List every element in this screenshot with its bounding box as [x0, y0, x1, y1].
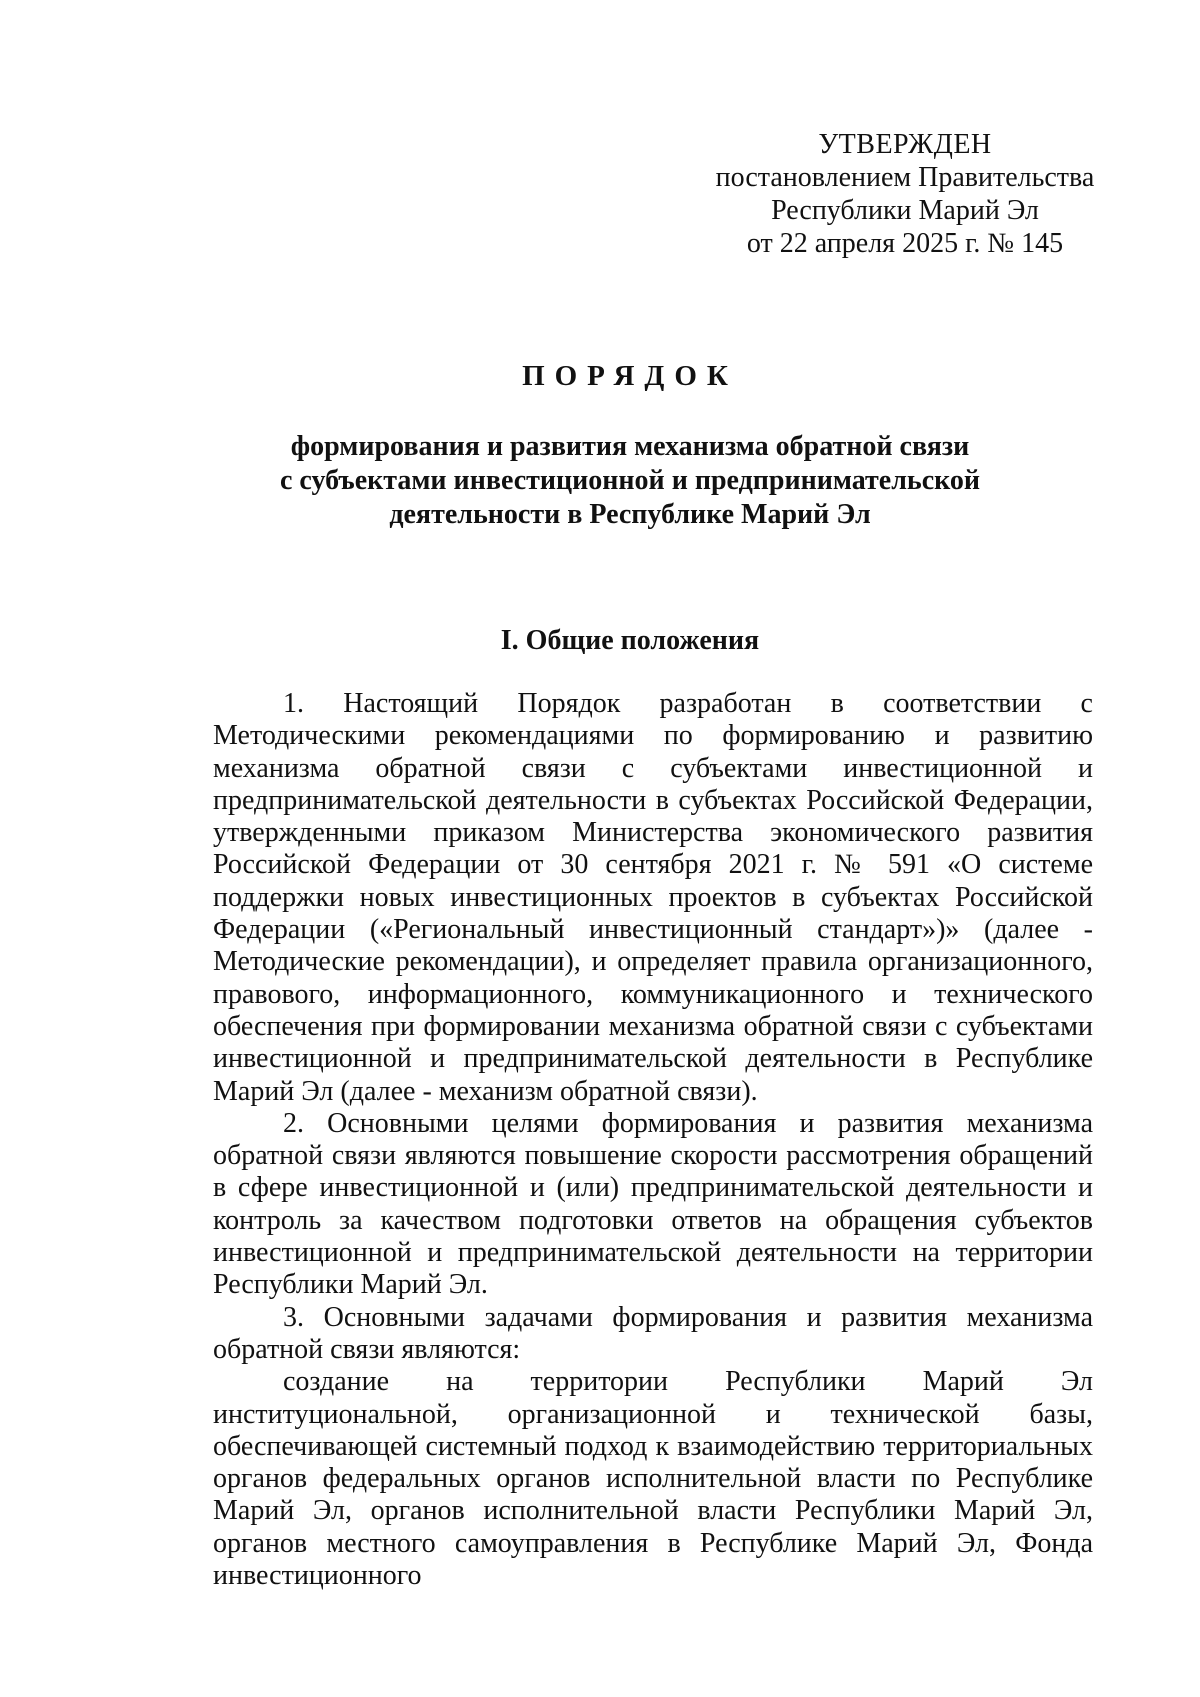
approval-line-1: постановлением Правительства — [715, 162, 1095, 193]
section-body — [213, 688, 1093, 1592]
subtitle-line-1: формирования и развития механизма обратной связи — [290, 431, 970, 462]
section-heading: I. Общие положения — [500, 625, 760, 656]
approval-line-3: от 22 апреля 2025 г. № 145 — [746, 228, 1064, 259]
paragraph-4: создание на территории Республики Марий Эл институциональной, организационной и технической базы, обеспечивающей системный подход к взаимодействию территориальных органов федеральных органов исполнительной власти по Республике Марий Эл, органов исполнительной власти Республики Марий Эл, органов местного самоуправления в Республике Марий Эл, Фонда инвестиционного — [213, 1366, 1093, 1592]
approval-title: УТВЕРЖДЕН — [818, 129, 992, 160]
subtitle-line-2: с субъектами инвестиционной и предпринимательской — [279, 465, 981, 496]
paragraph-1: 1. Настоящий Порядок разработан в соответствии с Методическими рекомендациями по формированию и развитию механизма обратной связи с субъектами инвестиционной и предпринимательской деятельности в субъектах Российской Федерации, утвержденными приказом Министерства экономического развития Российской Федерации от 30 сентября 2021 г. № 591 «О системе поддержки новых инвестиционных проектов в субъектах Российской Федерации («Региональный инвестиционный стандарт»)» (далее - Методические рекомендации), и определяет правила организационного, правового, информационного, коммуникационного и технического обеспечения при формировании механизма обратной связи с субъектами инвестиционной и предпринимательской деятельности в Республике Марий Эл (далее - механизм обратной связи). — [213, 688, 1093, 1107]
document-title: ПОРЯДОК — [522, 360, 738, 392]
paragraph-2: 2. Основными целями формирования и развития механизма обратной связи являются повышение скорости рассмотрения обращений в сфере инвестиционной и (или) предпринимательской деятельности и контроль за качеством подготовки ответов на обращения субъектов инвестиционной и предпринимательской деятельности на территории Республики Марий Эл. — [213, 1107, 1093, 1301]
approval-line-2: Республики Марий Эл — [771, 195, 1039, 226]
approval-stamp — [700, 128, 1110, 260]
document-subtitle — [200, 430, 1060, 532]
subtitle-line-3: деятельности в Республике Марий Эл — [389, 499, 871, 530]
paragraph-3: 3. Основными задачами формирования и развития механизма обратной связи являются: — [213, 1301, 1093, 1365]
